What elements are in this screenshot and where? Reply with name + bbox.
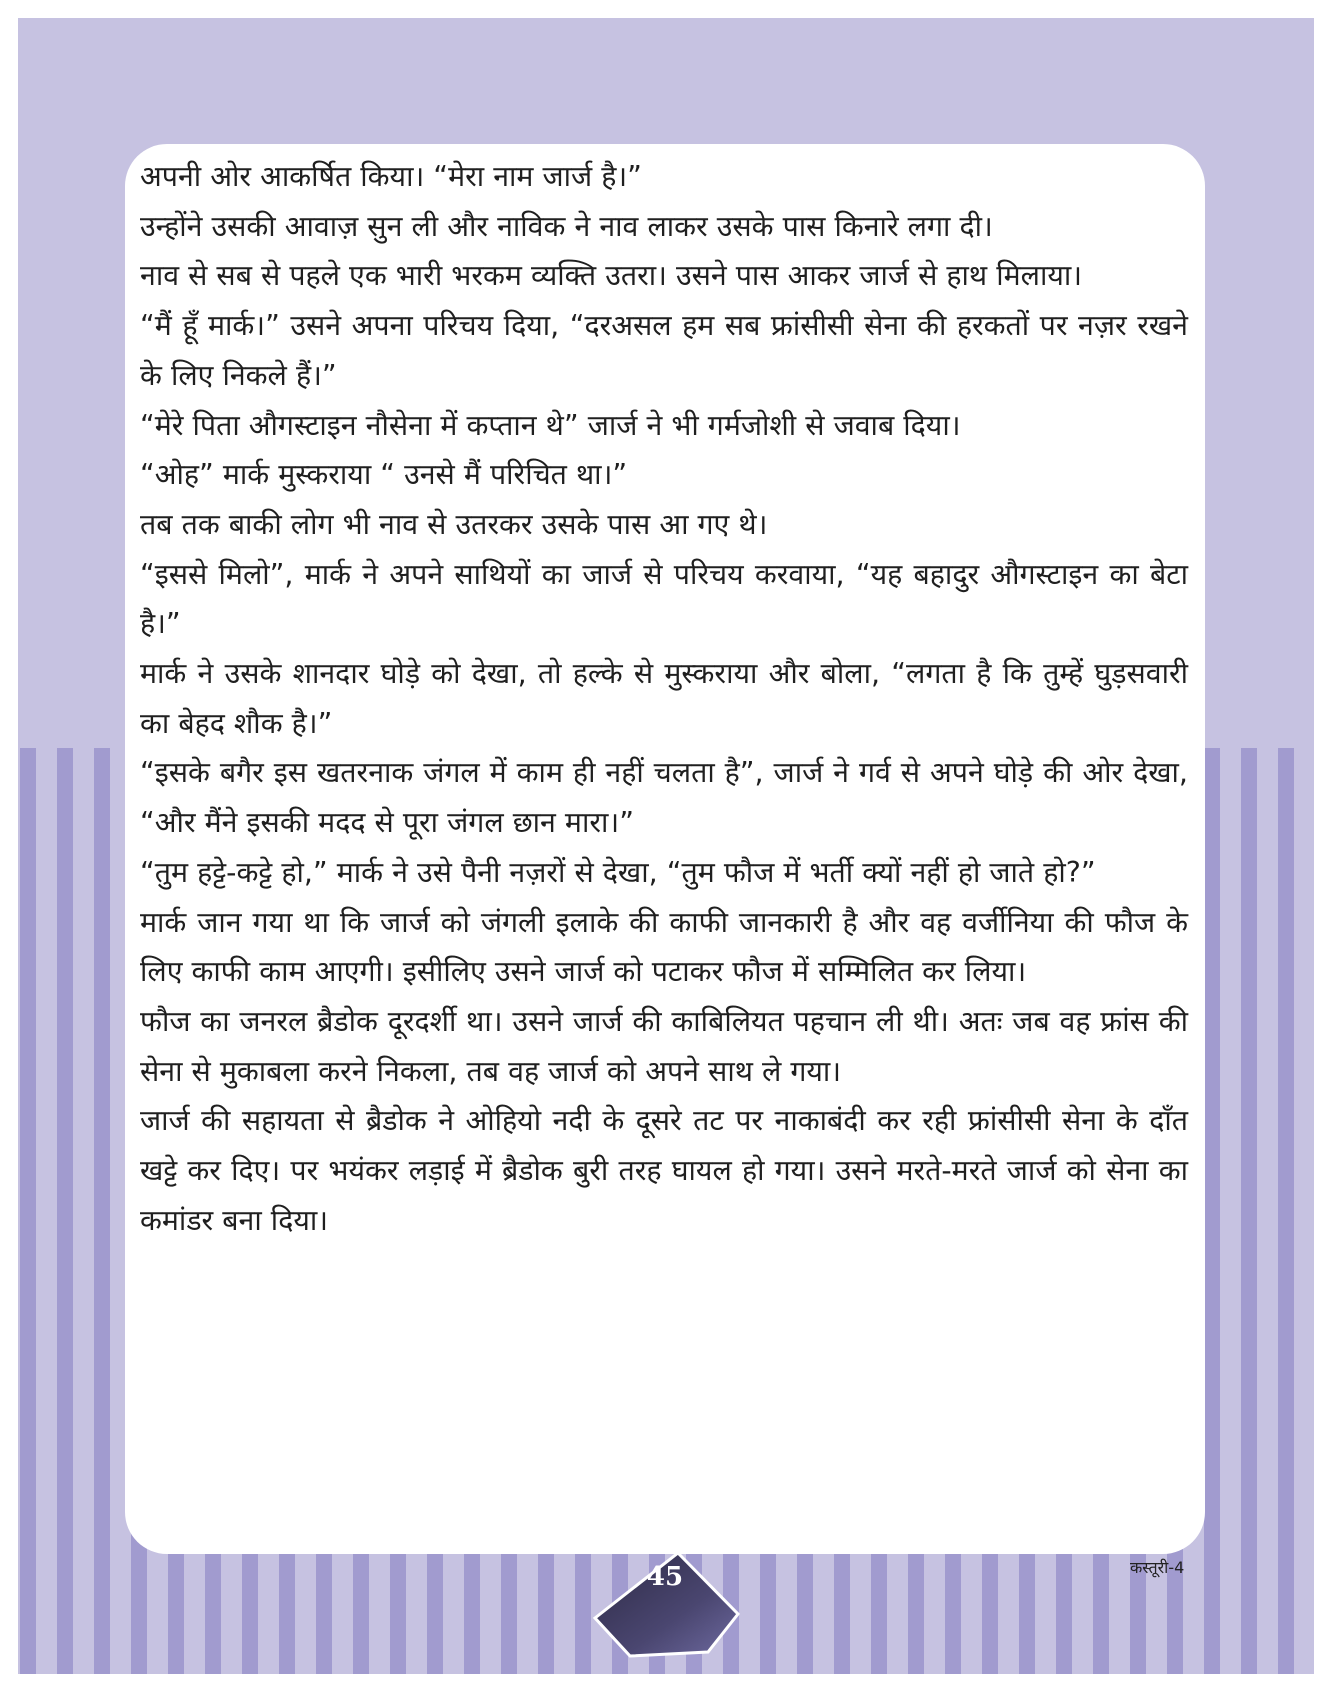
story-text: [140, 152, 1188, 1245]
paragraph: मार्क ने उसके शानदार घोड़े को देखा, तो हल्के से मुस्कराया और बोला, “लगता है कि तुम्हें घुड़सवारी का बेहद शौक है।”: [140, 657, 1188, 740]
paragraph: अपनी ओर आकर्षित किया। “मेरा नाम जार्ज है।”: [140, 160, 642, 193]
paragraph: “ओह” मार्क मुस्कराया “ उनसे मैं परिचित था।”: [140, 458, 628, 492]
paragraph: नाव से सब से पहले एक भारी भरकम व्यक्ति उतरा। उसने पास आकर जार्ज से हाथ मिलाया।: [140, 259, 1083, 293]
stripe: [94, 748, 110, 1674]
paragraph: “मैं हूँ मार्क।” उसने अपना परिचय दिया, “दरअसल हम सब फ्रांसीसी सेना की हरकतों पर नज़र रखने के लिए निकले हैं।”: [140, 309, 1188, 392]
stripe: [1278, 748, 1294, 1674]
page-number: 45: [646, 1562, 684, 1592]
stripe: [57, 748, 73, 1674]
stripe: [1204, 748, 1220, 1674]
book-title: कस्तूरी-4: [1130, 1558, 1185, 1577]
paragraph: “तुम हट्टे-कट्टे हो,” मार्क ने उसे पैनी नज़रों से देखा, “तुम फौज में भर्ती क्यों नहीं हो जाते हो?”: [140, 855, 1096, 889]
stripe: [1241, 748, 1257, 1674]
page-background: [18, 18, 1314, 1674]
stripe: [20, 748, 36, 1674]
paragraph: फौज का जनरल ब्रैडोक दूरदर्शी था। उसने जार्ज की काबिलियत पहचान ली थी। अतः जब वह फ्रांस की सेना से मुकाबला करने निकला, तब वह जार्ज को अपने साथ ले गया।: [140, 1004, 1188, 1088]
paragraph: “मेरे पिता औगस्टाइन नौसेना में कप्तान थे” जार्ज ने भी गर्मजोशी से जवाब दिया।: [140, 408, 961, 442]
paragraph: उन्होंने उसकी आवाज़ सुन ली और नाविक ने नाव लाकर उसके पास किनारे लगा दी।: [140, 209, 993, 243]
text-panel: [125, 144, 1205, 1554]
paragraph: जार्ज की सहायता से ब्रैडोक ने ओहियो नदी के दूसरे तट पर नाकाबंदी कर रही फ्रांसीसी सेना के दाँत खट्टे कर दिए। पर भयंकर लड़ाई में ब्रैडोक बुरी तरह घायल हो गया। उसने मरते-मरते जार्ज को सेना का कमांडर बना दिया।: [140, 1104, 1188, 1237]
paragraph: मार्क जान गया था कि जार्ज को जंगली इलाके की काफी जानकारी है और वह वर्जीनिया की फौज के लिए काफी काम आएगी। इसीलिए उसने जार्ज को पटाकर फौज में सम्मिलित कर लिया।: [140, 905, 1188, 989]
paragraph: “इसके बगैर इस खतरनाक जंगल में काम ही नहीं चलता है”, जार्ज ने गर्व से अपने घोड़े की ओर देखा, “और मैंने इसकी मदद से पूरा जंगल छान मारा।”: [140, 756, 1188, 840]
paragraph: “इससे मिलो”, मार्क ने अपने साथियों का जार्ज से परिचय करवाया, “यह बहादुर औगस्टाइन का बेटा है।”: [140, 557, 1188, 641]
paragraph: तब तक बाकी लोग भी नाव से उतरकर उसके पास आ गए थे।: [140, 507, 768, 541]
